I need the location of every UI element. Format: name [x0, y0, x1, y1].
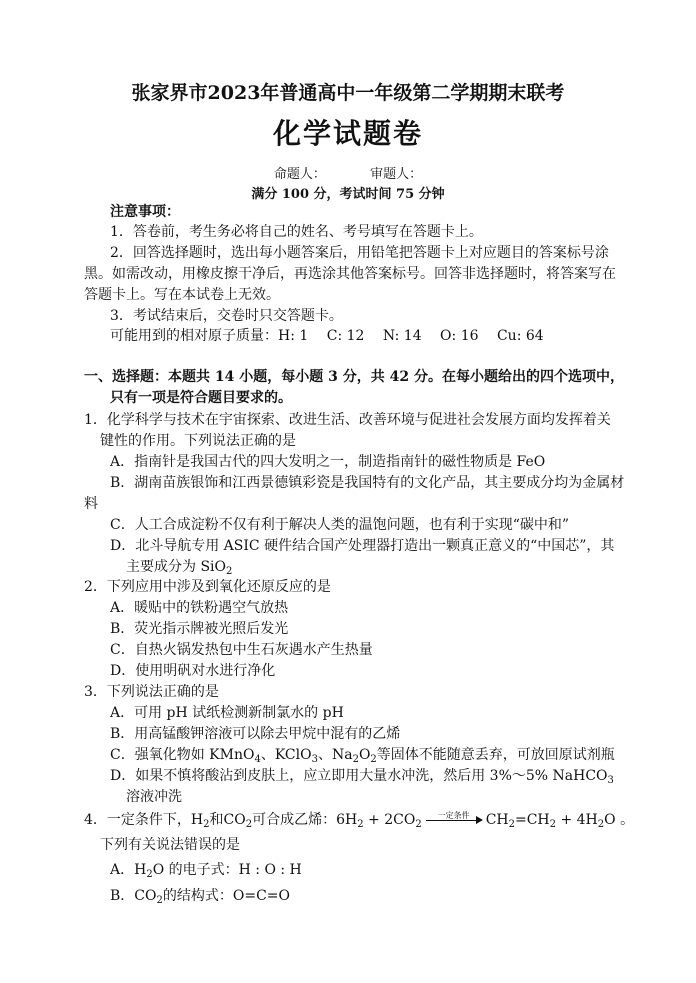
q1-option-c: C．人工合成淀粉不仅有利于解决人类的温饱问题，也有利于实现“碳中和”: [110, 517, 570, 533]
q4-sub-stem: 下列有关说法错误的是: [100, 837, 240, 853]
q4-a-text-2: O 的电子式：H : O : H: [152, 862, 302, 878]
note-2-line-1: 2．回答选择题时，选出每小题答案后，用铅笔把答题卡上对应题目的答案标号涂: [110, 245, 609, 261]
q1-option-b-line-1: B．湖南苗族银饰和江西景德镇彩瓷是我国特有的文化产品，其主要成分均为金属材: [110, 475, 625, 491]
subject-title: 化学试题卷: [272, 117, 423, 150]
q3-c-sub-3: 2: [352, 754, 359, 765]
q3-c-sub-2: 3: [311, 754, 318, 765]
q3-option-d-line-1: [110, 766, 614, 786]
q4-s4: 2: [415, 819, 422, 830]
q4-option-b: [110, 886, 290, 906]
q1-stem-line-2: 键性的作用。下列说法正确的是: [100, 433, 296, 449]
q4-b-text-2: 的结构式：O=C=O: [162, 888, 290, 904]
q1-option-d-text: 主要成分为 SiO: [126, 559, 226, 575]
q3-stem: 3．下列说法正确的是: [84, 684, 219, 700]
q3-c-text-4: O: [358, 747, 371, 763]
q4-option-a: [110, 860, 302, 880]
q3-option-b: B．用高锰酸钾溶液可以除去甲烷中混有的乙烯: [110, 726, 401, 742]
q1-option-d-line-2: [126, 557, 232, 577]
score-time: 满分 100 分，考试时间 75 分钟: [251, 187, 445, 202]
q4-s2: 2: [245, 819, 253, 830]
q2-stem: 2．下列应用中涉及到氧化还原反应的是: [84, 579, 331, 595]
q3-c-sub-4: 2: [370, 754, 377, 765]
q4-a-sub: 2: [146, 869, 153, 880]
setter-reviewer-line: [0, 163, 696, 182]
q4-b-sub: 2: [156, 895, 163, 906]
notes-heading: 注意事项：: [110, 204, 180, 220]
q2-option-a: A．暖贴中的铁粉遇空气放热: [110, 600, 289, 616]
q4-t6: =CH: [514, 812, 550, 828]
q1-option-d-sub: 2: [226, 566, 233, 577]
q2-option-d: D．使用明矾对水进行净化: [110, 663, 276, 679]
q4-b-text-1: B．CO: [110, 888, 157, 904]
note-2-line-2: 黑。如需改动，用橡皮擦干净后，再选涂其他答案标号。回答非选择题时，将答案写在: [84, 266, 616, 282]
q4-s1: 2: [203, 819, 210, 830]
note-2-line-3: 答题卡上。写在本试卷上无效。: [84, 287, 280, 303]
q3-d-sub: 3: [607, 775, 614, 786]
setter-label: 命题人：: [273, 167, 326, 182]
q3-c-sub-1: 4: [254, 754, 261, 765]
q3-d-text: D．如果不慎将酸沾到皮肤上，应立即用大量水冲洗，然后用 3%～5% NaHCO: [110, 768, 608, 784]
q2-option-c: C．自热火锅发热包中生石灰遇水产生热量: [110, 642, 373, 658]
section-1-heading-line-2: 只有一项是符合题目要求的。: [110, 390, 292, 406]
q4-stem: [84, 810, 634, 830]
q1-option-a: A．指南针是我国古代的四大发明之一，制造指南针的磁性物质是 FeO: [110, 454, 546, 470]
section-1-heading-line-1: 一、选择题：本题共 14 小题，每小题 3 分，共 42 分。在每小题给出的四个选项中，: [84, 369, 624, 385]
q4-t3: 可合成乙烯：6H: [252, 812, 358, 828]
reaction-condition: 一定条件: [437, 811, 470, 820]
q4-t1: 4．一定条件下，H: [84, 812, 204, 828]
reviewer-label: 审题人：: [370, 167, 423, 182]
atomic-masses: 可能用到的相对原子质量：H: 1 C: 12 N: 14 O: 16 Cu: 64: [110, 328, 544, 344]
q3-c-text-1: C．强氧化物如 KMnO: [110, 747, 255, 763]
q4-s7: 2: [597, 819, 605, 830]
q4-s6: 2: [549, 819, 557, 830]
q3-c-text-5: 等固体不能随意丢弃，可放回原试剂瓶: [376, 747, 615, 763]
q2-option-b: B．荧光指示牌被光照后发光: [110, 621, 289, 637]
q4-s5: 2: [508, 819, 515, 830]
q3-option-d-line-2: 溶液冲洗: [126, 789, 182, 805]
q4-t8: O 。: [604, 812, 635, 828]
reaction-arrow: [424, 812, 484, 826]
q1-stem-line-1: 1．化学科学与技术在宇宙探索、改进生活、改善环境与促进社会发展方面均发挥着关: [84, 412, 611, 428]
q4-t2: 和CO: [209, 812, 246, 828]
note-1: 1．答卷前，考生务必将自己的姓名、考号填写在答题卡上。: [110, 224, 483, 240]
q4-t4: + 2CO: [363, 812, 416, 828]
q3-c-text-3: 、Na: [317, 747, 353, 763]
q3-c-text-2: 、KClO: [260, 747, 312, 763]
q3-option-c: [110, 745, 615, 765]
q4-t7: + 4H: [556, 812, 598, 828]
note-3: 3．考试结束后，交卷时只交答题卡。: [110, 308, 343, 324]
q1-option-d-line-1: D．北斗导航专用 ASIC 硬件结合国产处理器打造出一颗真正意义的“中国芯”，其: [110, 538, 615, 554]
q4-s3: 2: [357, 819, 364, 830]
q4-t5: CH: [485, 812, 509, 828]
q3-option-a: A．可用 pH 试纸检测新制氯水的 pH: [110, 705, 344, 721]
q1-option-b-line-2: 料: [84, 496, 98, 512]
q4-a-text-1: A．H: [110, 862, 147, 878]
exam-title: 张家界市2023年普通高中一年级第二学期期末联考: [131, 82, 565, 104]
